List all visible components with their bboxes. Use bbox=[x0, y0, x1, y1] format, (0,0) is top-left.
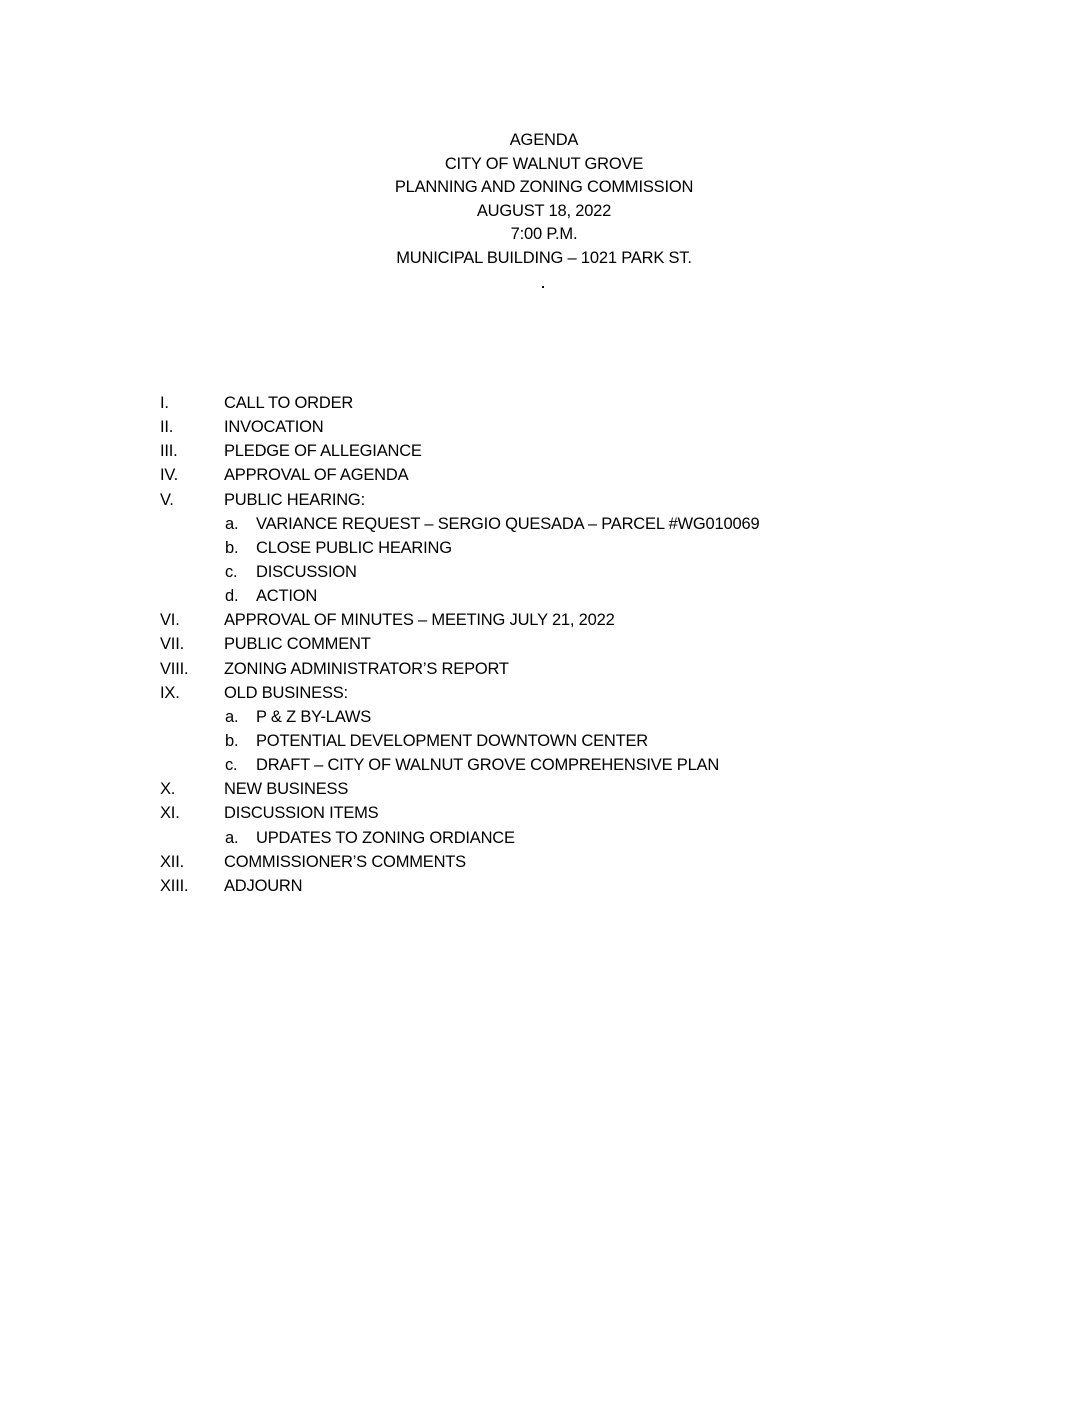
agenda-item bbox=[0, 777, 1088, 801]
agenda-item bbox=[0, 874, 1088, 898]
agenda-subitem bbox=[0, 536, 1088, 560]
agenda-list bbox=[0, 391, 1088, 898]
agenda-subitem-letter: a. bbox=[225, 707, 239, 726]
agenda-subitem-letter: b. bbox=[225, 538, 239, 557]
agenda-item-number: II. bbox=[160, 418, 174, 437]
agenda-subitem-title: DISCUSSION bbox=[256, 562, 357, 581]
agenda-item bbox=[0, 608, 1088, 632]
agenda-subitem bbox=[0, 560, 1088, 584]
agenda-item bbox=[0, 657, 1088, 681]
agenda-item-title: APPROVAL OF MINUTES – MEETING JULY 21, 2022 bbox=[224, 611, 615, 630]
agenda-item bbox=[0, 391, 1088, 415]
agenda-subitem-title: ACTION bbox=[256, 587, 318, 606]
agenda-subitem-letter: c. bbox=[225, 562, 238, 581]
agenda-item-number: IV. bbox=[160, 466, 179, 485]
agenda-subitem-title: UPDATES TO ZONING ORDIANCE bbox=[256, 828, 515, 847]
agenda-subitem bbox=[0, 512, 1088, 536]
agenda-item-number: III. bbox=[160, 442, 178, 461]
header-commission: PLANNING AND ZONING COMMISSION bbox=[394, 178, 694, 197]
agenda-item-title: INVOCATION bbox=[224, 418, 324, 437]
agenda-item-number: VI. bbox=[160, 611, 180, 630]
agenda-item-title: NEW BUSINESS bbox=[224, 780, 349, 799]
header-city: CITY OF WALNUT GROVE bbox=[444, 154, 644, 173]
agenda-subitem-letter: d. bbox=[225, 587, 239, 606]
agenda-subitem-title: VARIANCE REQUEST – SERGIO QUESADA – PARCEL #WG010069 bbox=[256, 514, 760, 533]
agenda-item-title: PUBLIC COMMENT bbox=[224, 635, 371, 654]
agenda-item bbox=[0, 488, 1088, 512]
agenda-subitem bbox=[0, 584, 1088, 608]
agenda-item-title: PLEDGE OF ALLEGIANCE bbox=[224, 442, 422, 461]
agenda-item-number: VII. bbox=[160, 635, 184, 654]
agenda-item-title: OLD BUSINESS: bbox=[224, 683, 348, 702]
agenda-item-number: XII. bbox=[160, 852, 184, 871]
stray-mark bbox=[542, 286, 544, 288]
agenda-item-title: CALL TO ORDER bbox=[224, 394, 354, 412]
agenda-item-number: I. bbox=[160, 394, 169, 412]
agenda-subitem-letter: a. bbox=[225, 828, 239, 847]
agenda-subitem bbox=[0, 826, 1088, 850]
agenda-item-title: APPROVAL OF AGENDA bbox=[224, 466, 409, 485]
agenda-item-number: XIII. bbox=[160, 876, 189, 895]
agenda-item-title: ZONING ADMINISTRATOR’S REPORT bbox=[224, 659, 509, 678]
agenda-item-title: PUBLIC HEARING: bbox=[224, 490, 365, 509]
agenda-subitem-title: P & Z BY-LAWS bbox=[256, 707, 372, 726]
agenda-item-number: V. bbox=[160, 490, 174, 509]
agenda-item bbox=[0, 439, 1088, 463]
agenda-item-number: XI. bbox=[160, 804, 180, 823]
agenda-item bbox=[0, 415, 1088, 439]
header-date: AUGUST 18, 2022 bbox=[476, 201, 612, 220]
agenda-subitem-title: POTENTIAL DEVELOPMENT DOWNTOWN CENTER bbox=[256, 731, 648, 750]
agenda-item-title: DISCUSSION ITEMS bbox=[224, 804, 379, 823]
agenda-item-number: VIII. bbox=[160, 659, 189, 678]
agenda-item bbox=[0, 801, 1088, 825]
agenda-item bbox=[0, 463, 1088, 487]
header-title: AGENDA bbox=[509, 131, 579, 149]
agenda-item bbox=[0, 681, 1088, 705]
agenda-item-title: COMMISSIONER’S COMMENTS bbox=[224, 852, 466, 871]
agenda-header bbox=[0, 129, 1088, 271]
agenda-item-number: IX. bbox=[160, 683, 180, 702]
agenda-item-number: X. bbox=[160, 780, 176, 799]
agenda-item-title: ADJOURN bbox=[224, 876, 303, 895]
agenda-subitem bbox=[0, 753, 1088, 777]
agenda-subitem bbox=[0, 705, 1088, 729]
agenda-subitem-title: CLOSE PUBLIC HEARING bbox=[256, 538, 452, 557]
agenda-subitem-title: DRAFT – CITY OF WALNUT GROVE COMPREHENSIVE PLAN bbox=[256, 756, 720, 775]
agenda-subitem-letter: c. bbox=[225, 756, 238, 775]
header-location: MUNICIPAL BUILDING – 1021 PARK ST. bbox=[396, 248, 692, 267]
agenda-item bbox=[0, 632, 1088, 656]
agenda-subitem-letter: b. bbox=[225, 731, 239, 750]
agenda-subitem bbox=[0, 729, 1088, 753]
agenda-item bbox=[0, 850, 1088, 874]
agenda-subitem-letter: a. bbox=[225, 514, 239, 533]
header-time: 7:00 P.M. bbox=[510, 225, 578, 244]
